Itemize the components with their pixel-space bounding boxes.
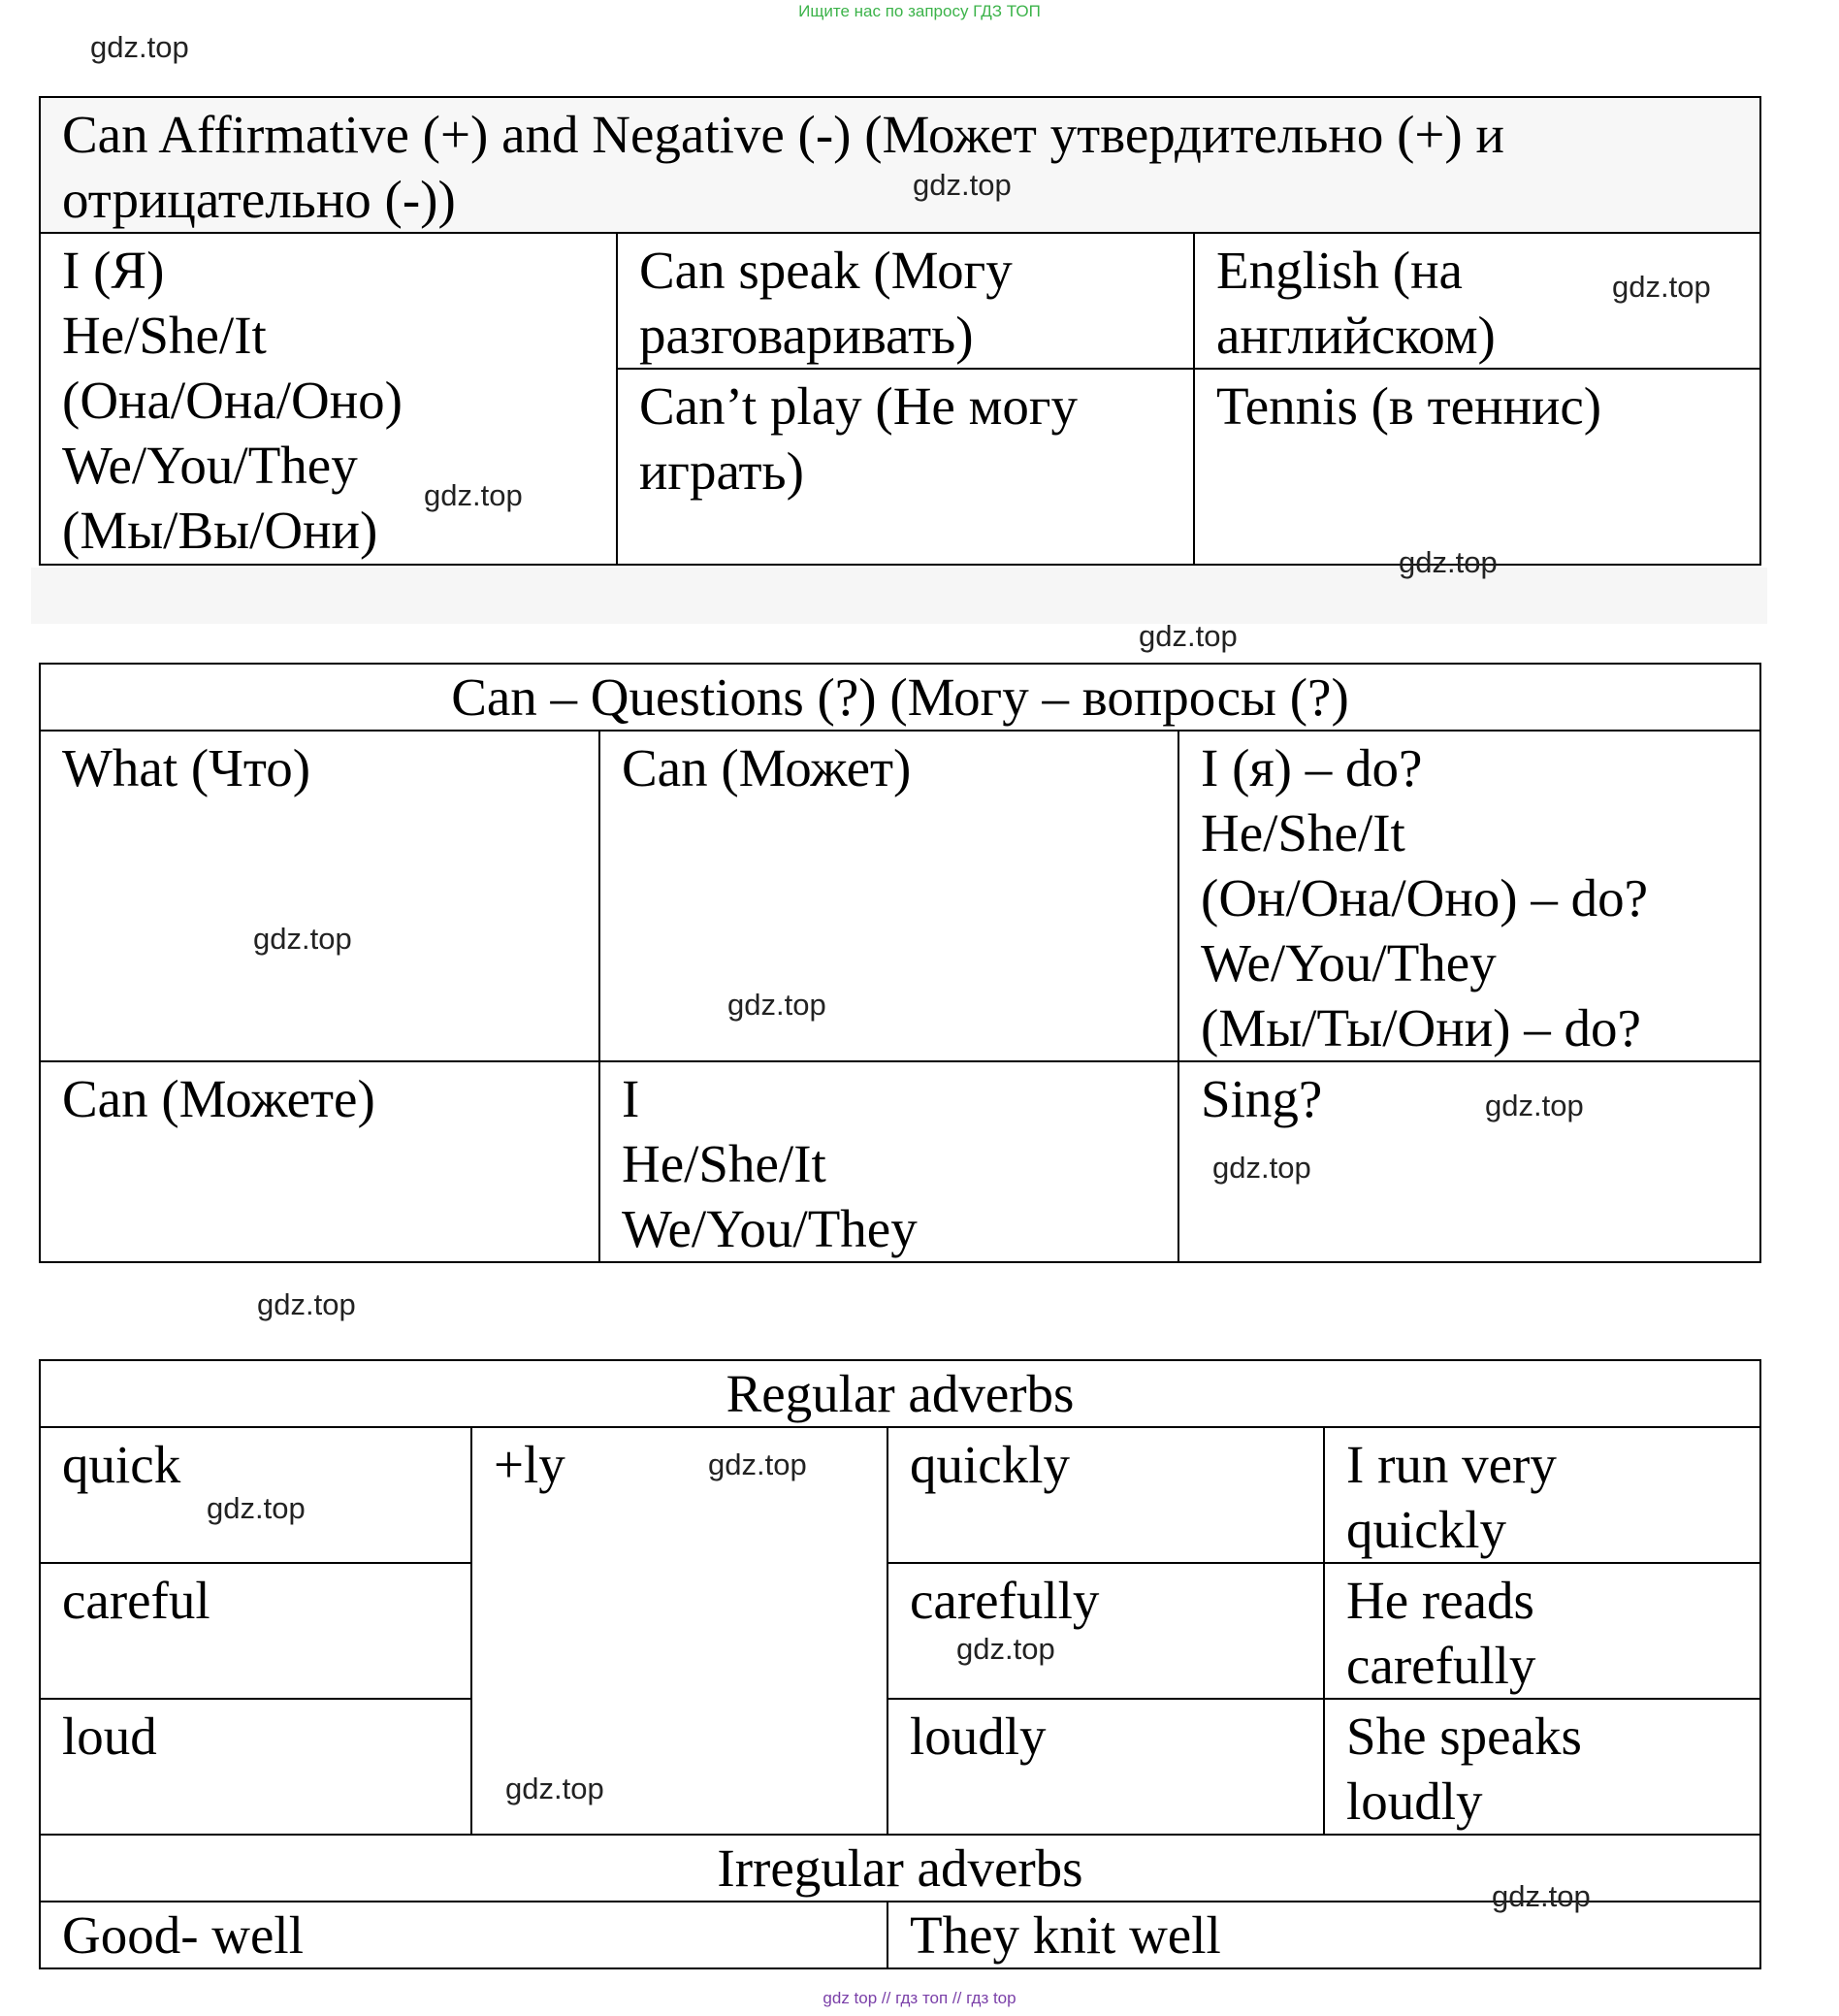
subject-line: I [622,1069,640,1128]
table1-header: Can Affirmative (+) and Negative (-) (Может утвердительно (+) и отрицательно (-)) [40,97,1760,233]
irregular-adverbs-header: Irregular adverbs [40,1835,1760,1902]
subject-line: I (Я) [62,241,165,300]
can-cell: Can (Может) [599,731,1178,1061]
example-cell [1324,1427,1760,1563]
watermark: gdz.top [505,1772,604,1805]
verb-line: играть) [639,441,804,501]
verb-line: Can speak (Могу [639,241,1013,300]
watermark: gdz.top [1139,619,1238,653]
regular-adverbs-header: Regular adverbs [40,1360,1760,1427]
footer-note: gdz top // гдз топ // гдз top [823,1989,1016,2007]
table1-subjects [40,233,617,565]
subject-line: (Мы/Ты/Они) – do? [1201,998,1641,1057]
table1-verb-negative [617,369,1194,565]
watermark: gdz.top [1485,1089,1584,1122]
verb-line: разговаривать) [639,306,974,365]
adverb-cell: quickly [887,1427,1324,1563]
can-questions-table [39,663,1761,1263]
watermark: gdz.top [90,30,189,64]
example-line: carefully [1346,1636,1536,1695]
object-line: English (на [1216,241,1463,300]
subject-line: (Она/Она/Оно) [62,371,403,430]
subject-line: I (я) – do? [1201,738,1423,797]
subjects-cell-2 [599,1061,1178,1262]
watermark: gdz.top [1612,270,1711,304]
watermark: gdz.top [708,1447,807,1481]
adjective-cell: quick [40,1427,471,1563]
adverb-cell: carefully [887,1563,1324,1699]
subject-line: (Мы/Вы/Они) [62,501,378,560]
subject-line: We/You/They [622,1199,918,1258]
watermark: gdz.top [913,168,1012,202]
watermark: gdz.top [727,988,826,1022]
subject-line: We/You/They [62,436,358,495]
can-affirmative-negative-table [39,96,1761,566]
adverb-cell: loudly [887,1699,1324,1835]
subject-line: He/She/It [622,1134,826,1193]
table1-object-negative: Tennis (в теннис) [1194,369,1760,565]
example-line: I run very [1346,1435,1557,1494]
example-line: loudly [1346,1772,1483,1831]
object-line: английском) [1216,306,1496,365]
subject-line: We/You/They [1201,933,1497,992]
adjective-cell: loud [40,1699,471,1835]
example-line: He reads [1346,1571,1534,1630]
watermark: gdz.top [207,1491,306,1525]
table2-header: Can – Questions (?) (Могу – вопросы (?) [40,664,1760,731]
subject-line: He/She/It [1201,803,1405,862]
verb-cell-2: Sing? [1178,1061,1760,1262]
example-cell [1324,1563,1760,1699]
question-subjects [1178,731,1760,1061]
question-word: What (Что) [40,731,599,1061]
watermark: gdz.top [1492,1879,1591,1913]
table1-verb-positive [617,233,1194,369]
verb-line: Can’t play (Не могу [639,376,1078,436]
example-cell [1324,1699,1760,1835]
suffix-cell: +ly [471,1427,887,1835]
subject-line: (Он/Она/Оно) – do? [1201,868,1648,927]
can-cell-2: Can (Можете) [40,1061,599,1262]
watermark: gdz.top [424,478,523,512]
adjective-cell: careful [40,1563,471,1699]
irregular-example: They knit well [887,1902,1760,1968]
example-line: She speaks [1346,1707,1582,1766]
irregular-pair: Good- well [40,1902,887,1968]
watermark: gdz.top [1399,545,1498,579]
watermark: gdz.top [1212,1151,1311,1185]
subject-line: He/She/It [62,306,267,365]
adverbs-table [39,1359,1761,1969]
watermark: gdz.top [257,1287,356,1321]
top-note: Ищите нас по запросу ГДЗ ТОП [798,2,1041,20]
gap-band [31,568,1767,624]
watermark: gdz.top [956,1632,1055,1666]
example-line: quickly [1346,1500,1506,1559]
watermark: gdz.top [253,922,352,956]
